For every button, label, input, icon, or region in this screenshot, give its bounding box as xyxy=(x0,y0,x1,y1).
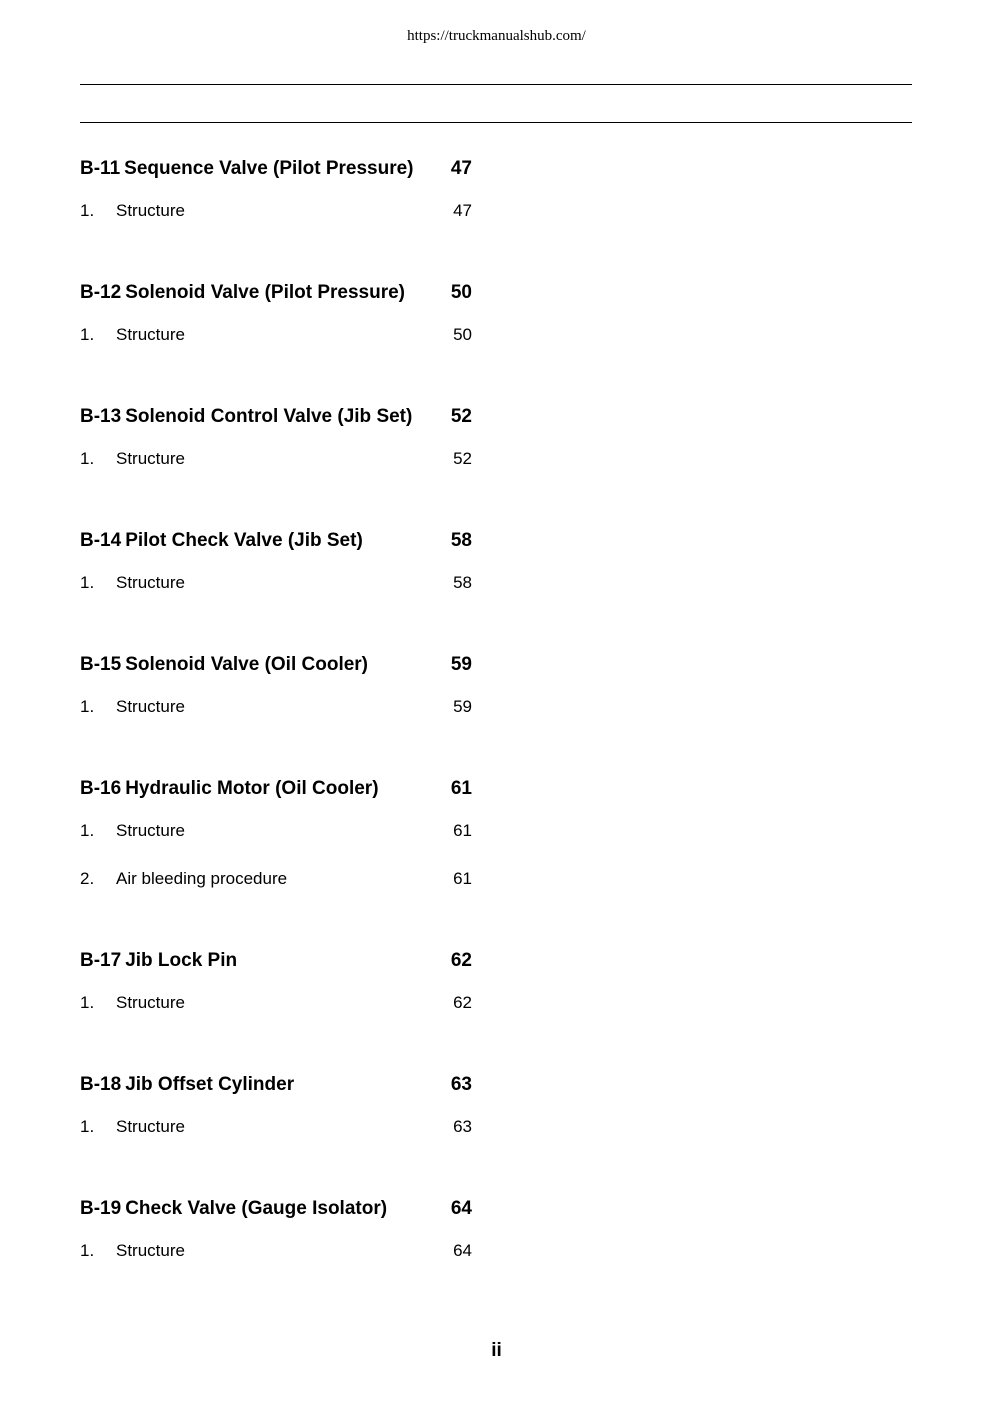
header-url[interactable]: https://truckmanualshub.com/ xyxy=(407,28,586,44)
toc-entry-page: 63 xyxy=(453,1117,472,1136)
toc-heading-page: 58 xyxy=(450,530,472,551)
toc-entry-page: 52 xyxy=(453,449,472,468)
toc-section xyxy=(80,644,472,768)
toc-heading[interactable] xyxy=(80,272,472,314)
section-spacer xyxy=(80,610,472,644)
toc-heading-page: 62 xyxy=(450,950,472,971)
toc-entry-title: Air bleeding procedure xyxy=(116,869,288,888)
section-spacer xyxy=(80,1154,472,1188)
toc-entry-page: 50 xyxy=(453,325,472,344)
toc-entry-title: Structure xyxy=(116,573,185,592)
toc-entry-title: Structure xyxy=(116,821,185,840)
toc-heading-code: B-19 xyxy=(80,1198,122,1219)
section-spacer xyxy=(80,734,472,768)
toc-heading-title: Hydraulic Motor (Oil Cooler) xyxy=(125,778,379,799)
toc-heading-page: 64 xyxy=(450,1198,472,1219)
toc-heading[interactable] xyxy=(80,768,472,810)
toc-entry-title: Structure xyxy=(116,993,185,1012)
toc-entry[interactable] xyxy=(80,1230,472,1278)
toc-entry-number: 1. xyxy=(80,325,95,344)
toc-entry-number: 1. xyxy=(80,201,95,220)
toc-heading-code: B-16 xyxy=(80,778,122,799)
toc-entry-number: 2. xyxy=(80,869,95,888)
toc-heading-code: B-17 xyxy=(80,950,122,971)
toc-heading-page: 50 xyxy=(450,282,472,303)
toc-heading-title: Solenoid Control Valve (Jib Set) xyxy=(125,406,413,427)
toc-heading-title: Solenoid Valve (Pilot Pressure) xyxy=(125,282,406,303)
toc-entry[interactable] xyxy=(80,190,472,238)
toc-heading-page: 52 xyxy=(450,406,472,427)
table-of-contents xyxy=(80,148,472,1278)
toc-heading-code: B-18 xyxy=(80,1074,122,1095)
toc-section xyxy=(80,940,472,1064)
header-rule-bottom xyxy=(80,122,912,123)
toc-heading-title: Jib Lock Pin xyxy=(125,950,238,971)
section-spacer xyxy=(80,238,472,272)
toc-entry-number: 1. xyxy=(80,573,95,592)
toc-entry-number: 1. xyxy=(80,821,95,840)
toc-entry-title: Structure xyxy=(116,697,185,716)
toc-heading-code: B-13 xyxy=(80,406,122,427)
toc-entry-title: Structure xyxy=(116,1241,185,1260)
toc-entry-number: 1. xyxy=(80,697,95,716)
toc-section xyxy=(80,396,472,520)
toc-heading-page: 47 xyxy=(450,158,472,179)
toc-entry-page: 62 xyxy=(453,993,472,1012)
toc-heading[interactable] xyxy=(80,148,472,190)
toc-entry-number: 1. xyxy=(80,993,95,1012)
toc-entry-title: Structure xyxy=(116,201,185,220)
toc-entry-number: 1. xyxy=(80,1117,95,1136)
toc-entry[interactable] xyxy=(80,858,472,906)
toc-entry-page: 47 xyxy=(453,201,472,220)
toc-entry-page: 59 xyxy=(453,697,472,716)
section-spacer xyxy=(80,486,472,520)
toc-heading[interactable] xyxy=(80,520,472,562)
toc-entry[interactable] xyxy=(80,314,472,362)
toc-entry[interactable] xyxy=(80,982,472,1030)
toc-entry-title: Structure xyxy=(116,449,185,468)
toc-entry-number: 1. xyxy=(80,449,95,468)
toc-heading[interactable] xyxy=(80,1188,472,1230)
toc-entry[interactable] xyxy=(80,438,472,486)
toc-entry[interactable] xyxy=(80,810,472,858)
toc-heading-page: 61 xyxy=(450,778,472,799)
toc-heading-code: B-14 xyxy=(80,530,122,551)
toc-heading-title: Sequence Valve (Pilot Pressure) xyxy=(124,158,414,179)
toc-entry-page: 58 xyxy=(453,573,472,592)
toc-heading-code: B-12 xyxy=(80,282,122,303)
toc-heading[interactable] xyxy=(80,396,472,438)
section-spacer xyxy=(80,1030,472,1064)
toc-section xyxy=(80,520,472,644)
toc-heading[interactable] xyxy=(80,1064,472,1106)
toc-heading-page: 59 xyxy=(450,654,472,675)
section-spacer xyxy=(80,906,472,940)
page-number: ii xyxy=(491,1340,502,1361)
toc-entry[interactable] xyxy=(80,1106,472,1154)
toc-section xyxy=(80,1064,472,1188)
toc-heading-title: Jib Offset Cylinder xyxy=(125,1074,295,1095)
toc-entry-page: 61 xyxy=(453,821,472,840)
toc-section xyxy=(80,768,472,940)
toc-heading-code: B-11 xyxy=(80,158,121,179)
toc-section xyxy=(80,148,472,272)
toc-heading[interactable] xyxy=(80,940,472,982)
toc-entry-page: 64 xyxy=(453,1241,472,1260)
toc-heading-code: B-15 xyxy=(80,654,122,675)
toc-entry-title: Structure xyxy=(116,325,185,344)
toc-entry[interactable] xyxy=(80,562,472,610)
toc-heading-title: Solenoid Valve (Oil Cooler) xyxy=(125,654,369,675)
toc-heading-title: Pilot Check Valve (Jib Set) xyxy=(125,530,363,551)
section-spacer xyxy=(80,362,472,396)
toc-entry-title: Structure xyxy=(116,1117,185,1136)
toc-section xyxy=(80,1188,472,1278)
toc-heading-page: 63 xyxy=(450,1074,472,1095)
toc-heading-title: Check Valve (Gauge Isolator) xyxy=(125,1198,388,1219)
toc-entry-number: 1. xyxy=(80,1241,95,1260)
header-rule-top xyxy=(80,84,912,85)
toc-entry[interactable] xyxy=(80,686,472,734)
toc-section xyxy=(80,272,472,396)
toc-entry-page: 61 xyxy=(453,869,472,888)
toc-heading[interactable] xyxy=(80,644,472,686)
